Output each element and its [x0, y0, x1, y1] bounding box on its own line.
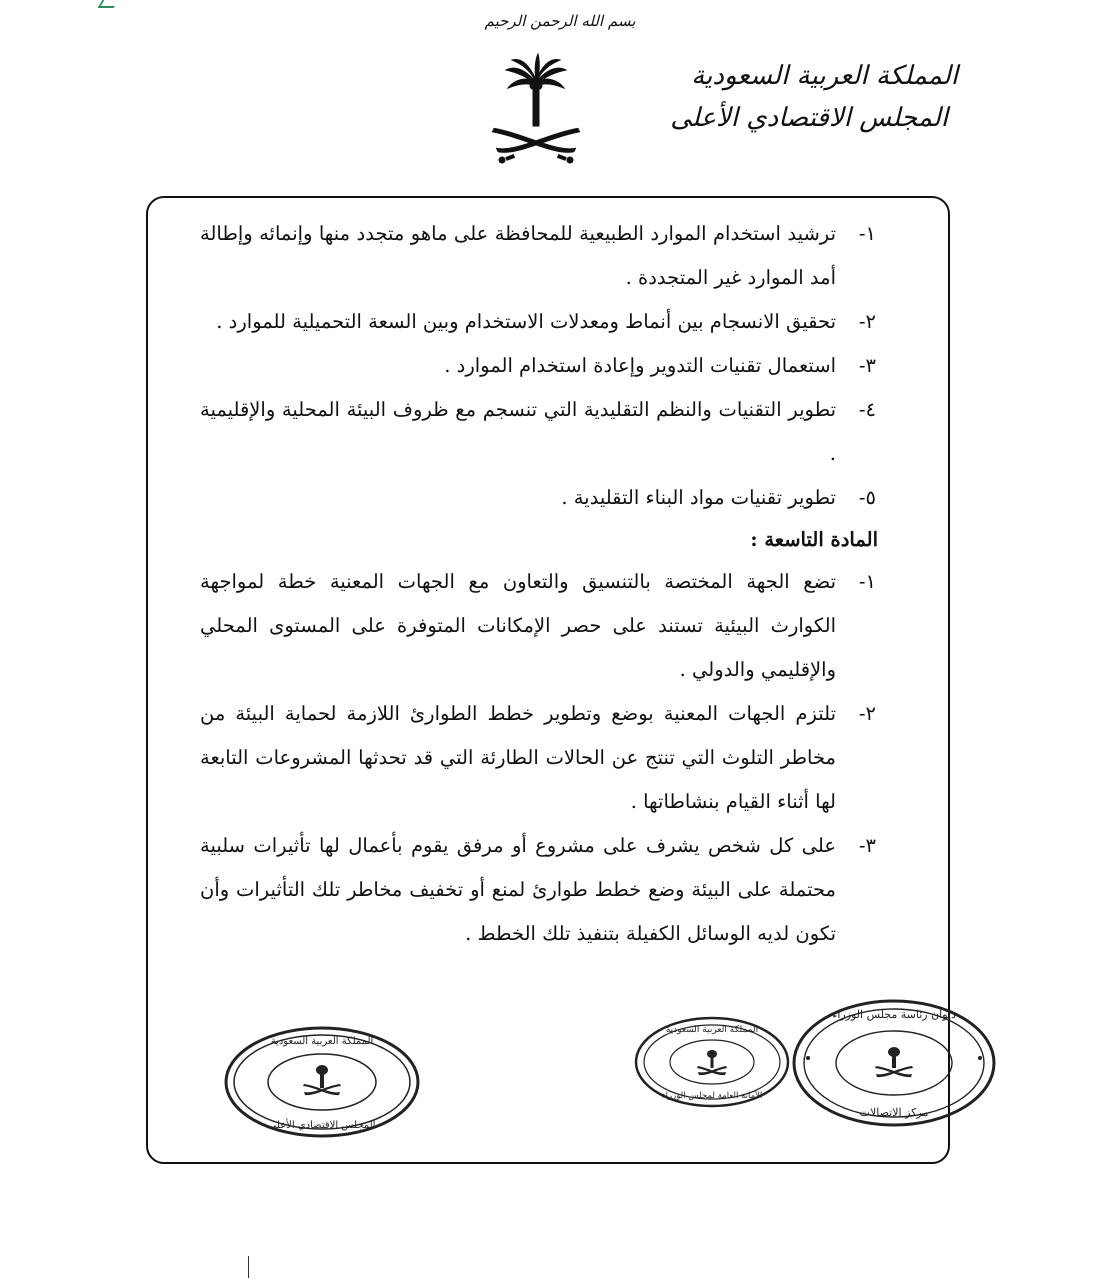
item-number: ٢- [858, 702, 876, 725]
kingdom-title: المملكة العربية السعودية [691, 61, 958, 91]
article-heading: المادة التاسعة : [750, 528, 878, 551]
item-number: ١- [858, 570, 876, 593]
svg-text:ديوان رئاسة مجلس الوزراء: ديوان رئاسة مجلس الوزراء [832, 1008, 956, 1021]
item-text: تلتزم الجهات المعنية بوضع وتطوير خطط الطوارئ اللازمة لحماية البيئة من مخاطر التلوث التي تنتج عن الحالات الطارئة التي قد تحدثها المشروعات التابعة لها أثناء القيام بنشاطاتها . [200, 702, 836, 813]
svg-text:مركز الاتصالات: مركز الاتصالات [859, 1106, 929, 1119]
saudi-emblem-icon [486, 52, 586, 168]
item-text: ترشيد استخدام الموارد الطبيعية للمحافظة على ماهو متجدد منها وإنمائه وإطالة أمد الموارد غير المتجددة . [200, 222, 836, 289]
margin-tick [248, 1256, 249, 1278]
svg-text:المملكة العربية السعودية: المملكة العربية السعودية [665, 1025, 759, 1035]
item-number: ١- [858, 222, 876, 245]
basmala: بسم الله الرحمن الرحيم [484, 12, 636, 30]
item-number: ٣- [858, 834, 876, 857]
secretariat-seal [632, 1014, 792, 1110]
item-number: ٣- [858, 354, 876, 377]
communications-seal [790, 996, 998, 1130]
list-item [200, 300, 876, 344]
article-content [200, 212, 876, 956]
list-item [200, 388, 876, 476]
svg-text:المملكة العربية السعودية: المملكة العربية السعودية [270, 1036, 374, 1047]
list-item [200, 212, 876, 300]
item-text: تطوير تقنيات مواد البناء التقليدية . [561, 486, 836, 509]
svg-text:الأمانة العامة لمجلس الوزراء: الأمانة العامة لمجلس الوزراء [661, 1091, 763, 1101]
council-title: المجلس الاقتصادي الأعلى [670, 103, 948, 133]
header-title-block [638, 56, 958, 140]
item-text: تضع الجهة المختصة بالتنسيق والتعاون مع الجهات المعنية خطة لمواجهة الكوارث البيئية تستند على حصر الإمكانات المتوفرة على المستوى المحلي والإقليمي والدولي . [200, 570, 836, 681]
list-item [200, 344, 876, 388]
list-item [200, 824, 876, 956]
list-item [200, 692, 876, 824]
item-text: استعمال تقنيات التدوير وإعادة استخدام الموارد . [444, 354, 836, 377]
svg-text:المجلس الاقتصادي الأعلى: المجلس الاقتصادي الأعلى [268, 1120, 376, 1131]
item-number: ٥- [858, 486, 876, 509]
item-text: على كل شخص يشرف على مشروع أو مرفق يقوم بأعمال لها تأثيرات سلبية محتملة على البيئة وضع خطط طوارئ لمنع أو تخفيف مخاطر تلك التأثيرات وأن تكون لديه الوسائل الكفيلة بتنفيذ تلك الخطط . [200, 834, 836, 945]
council-seal [222, 1024, 422, 1140]
item-text: تطوير التقنيات والنظم التقليدية التي تنسجم مع ظروف البيئة المحلية والإقليمية . [200, 398, 836, 465]
list-item [200, 476, 876, 520]
list-item [200, 560, 876, 692]
item-number: ٢- [858, 310, 876, 333]
item-text: تحقيق الانسجام بين أنماط ومعدلات الاستخدام وبين السعة التحميلية للموارد . [216, 310, 836, 333]
item-number: ٤- [858, 398, 876, 421]
corner-mark [98, 0, 119, 8]
